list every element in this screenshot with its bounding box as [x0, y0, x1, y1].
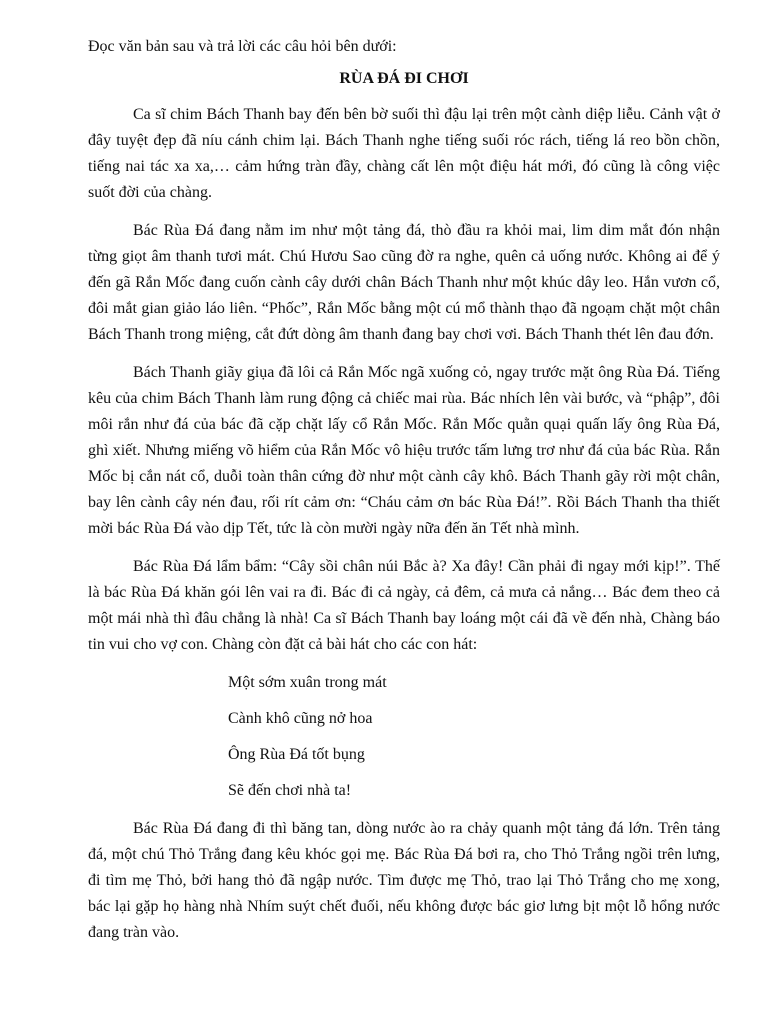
poem-block — [88, 670, 720, 804]
poem-line-2: Cành khô cũng nở hoa — [228, 710, 373, 727]
paragraph-closing: Bác Rùa Đá đang đi thì băng tan, dòng nước ào ra chảy quanh một tảng đá lớn. Trên tảng đá, một chú Thỏ Trắng đang kêu khóc gọi mẹ. Bác Rùa Đá bơi ra, cho Thỏ Trắng ngồi trên lưng, đi tìm mẹ Thỏ, bởi hang thỏ đã ngập nước. Tìm được mẹ Thỏ, trao lại Thỏ Trắng cho mẹ xong, bác lại gặp họ hàng nhà Nhím suýt chết đuối, nếu không được bác giơ lưng bịt một lỗ hổng nước đang tràn vào. — [88, 820, 720, 941]
poem-line-1: Một sớm xuân trong mát — [228, 674, 387, 691]
instruction-text: Đọc văn bản sau và trả lời các câu hỏi bên dưới: — [88, 38, 397, 55]
paragraph-2: Bác Rùa Đá đang nằm im như một tảng đá, thò đầu ra khỏi mai, lim dim mắt đón nhận từng giọt âm thanh tươi mát. Chú Hươu Sao cũng đờ ra nghe, quên cả uống nước. Không ai để ý đến gã Rắn Mốc đang cuốn cành cây dưới chân Bách Thanh như một khúc dây leo. Hắn vươn cổ, đôi mắt gian giảo láo liên. “Phốc”, Rắn Mốc bằng một cú mổ thành thạo đã ngoạm chặt một chân Bách Thanh trong miệng, cắt đứt dòng âm thanh đang bay chơi vơi. Bách Thanh thét lên đau đớn. — [88, 222, 720, 343]
paragraph-4: Bác Rùa Đá lẩm bẩm: “Cây sồi chân núi Bắc à? Xa đây! Cần phải đi ngay mới kịp!”. Thế là bác Rùa Đá khăn gói lên vai ra đi. Bác đi cả ngày, cả đêm, cả mưa cả nắng… Bác đem theo cả một mái nhà thì đâu chẳng là nhà! Ca sĩ Bách Thanh bay loáng một cái đã về đến nhà, Chàng báo tin vui cho vợ con. Chàng còn đặt cả bài hát cho các con hát: — [88, 558, 720, 653]
story-title: RÙA ĐÁ ĐI CHƠI — [339, 70, 469, 87]
poem-line-3: Ông Rùa Đá tốt bụng — [228, 746, 365, 763]
paragraph-1: Ca sĩ chim Bách Thanh bay đến bên bờ suối thì đậu lại trên một cành diệp liễu. Cảnh vật ở đây tuyệt đẹp đã níu cánh chim lại. Bách Thanh nghe tiếng suối róc rách, tiếng lá reo bồn chồn, tiếng nai tác xa xa,… cảm hứng tràn đầy, chàng cất lên một điệu hát mới, đó cũng là công việc suốt đời của chàng. — [88, 106, 720, 201]
poem-line-4: Sẽ đến chơi nhà ta! — [228, 782, 352, 799]
paragraph-3: Bách Thanh giãy giụa đã lôi cả Rắn Mốc ngã xuống cỏ, ngay trước mặt ông Rùa Đá. Tiếng kêu của chim Bách Thanh làm rung động cả chiếc mai rùa. Bác nhích lên vài bước, và “phập”, đôi môi rắn như đá của bác đã cặp chặt lấy cổ Rắn Mốc. Rắn Mốc quằn quại quấn lấy ông Rùa Đá, ghì xiết. Nhưng miếng võ hiểm của Rắn Mốc vô hiệu trước tấm lưng trơ như đá của bác Rùa. Rắn Mốc bị cắn nát cổ, duỗi toàn thân cứng đờ như một cành cây khô. Bách Thanh gãy rời một chân, bay lên cành cây nén đau, rối rít cảm ơn: “Cháu cảm ơn bác Rùa Đá!”. Rồi Bách Thanh tha thiết mời bác Rùa Đá vào dịp Tết, tức là còn mười ngày nữa đến ăn Tết nhà mình. — [88, 364, 720, 537]
